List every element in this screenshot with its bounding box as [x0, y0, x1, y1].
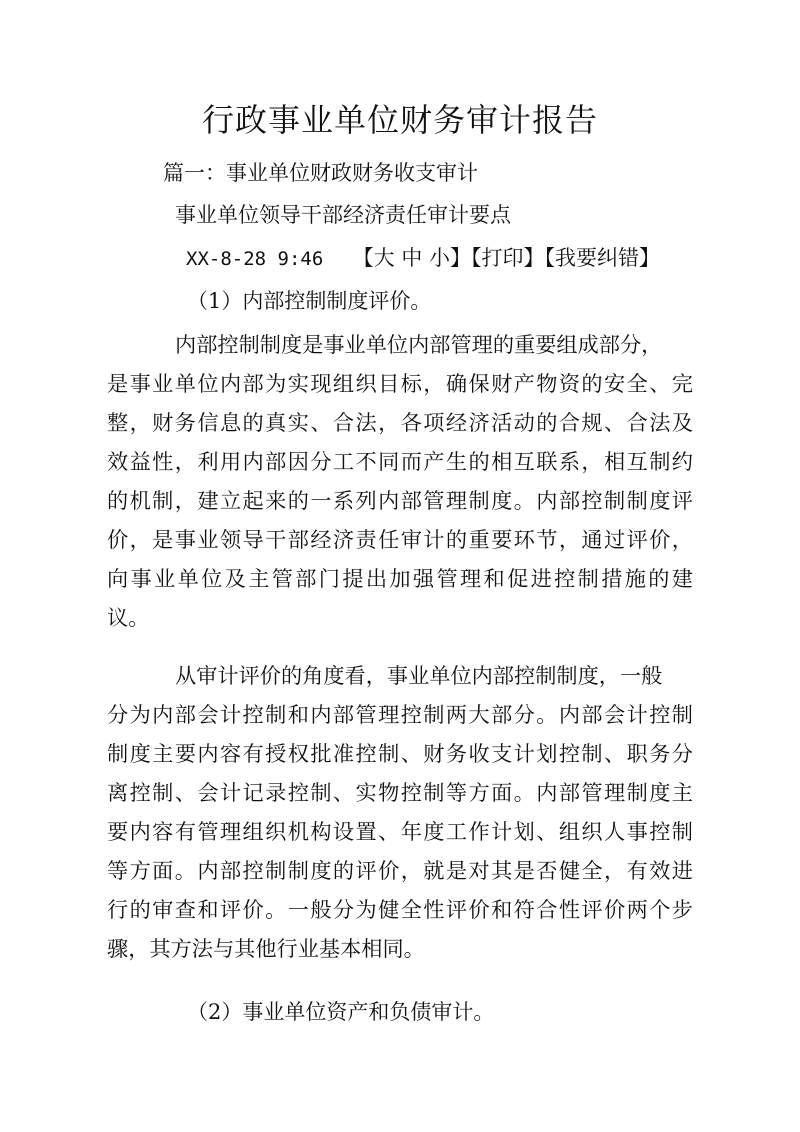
paragraph-line: 离控制、会计记录控制、实物控制等方面。内部管理制度主 — [107, 780, 693, 805]
item1-heading: （1）内部控制制度评价。 — [187, 289, 432, 313]
paragraph-line: 制度主要内容有授权批准控制、财务收支计划控制、职务分 — [107, 741, 693, 766]
paragraph-line: 分为内部会计控制和内部管理控制两大部分。内部会计控制 — [107, 702, 693, 727]
print-link[interactable]: 【打印】 — [471, 246, 545, 270]
paragraph-line: 议。 — [107, 605, 150, 630]
paragraph-line: 内部控制制度是事业单位内部管理的重要组成部分， — [175, 332, 663, 357]
font-size-controls[interactable]: 【大 中 小】 — [352, 246, 472, 270]
paragraph-line: 等方面。内部控制制度的评价，就是对其是否健全，有效进 — [107, 858, 693, 883]
paragraph-line: 骤，其方法与其他行业基本相同。 — [107, 936, 425, 961]
subtitle: 事业单位领导干部经济责任审计要点 — [175, 203, 511, 227]
paragraph-2 — [107, 656, 693, 968]
item2-heading: （2）事业单位资产和负债审计。 — [187, 1000, 495, 1024]
paragraph-line: 整，财务信息的真实、合法，各项经济活动的合规、合法及 — [107, 410, 693, 435]
paragraph-line: 效益性，利用内部因分工不同而产生的相互联系，相互制约 — [107, 449, 693, 474]
paragraph-line: 是事业单位内部为实现组织目标，确保财产物资的安全、完 — [107, 371, 693, 396]
paragraph-line: 从审计评价的角度看，事业单位内部控制制度，一般 — [175, 663, 663, 688]
paragraph-line: 价，是事业领导干部经济责任审计的重要环节，通过评价， — [107, 527, 693, 552]
paragraph-line: 要内容有管理组织机构设置、年度工作计划、组织人事控制 — [107, 819, 693, 844]
paragraph-line: 行的审查和评价。一般分为健全性评价和符合性评价两个步 — [107, 897, 693, 922]
paragraph-line: 的机制，建立起来的一系列内部管理制度。内部控制制度评 — [107, 488, 693, 513]
section-heading: 篇一：事业单位财政财务收支审计 — [163, 161, 478, 185]
meta-line — [186, 243, 660, 274]
document-title: 行政事业单位财务审计报告 — [201, 101, 598, 139]
paragraph-line: 向事业单位及主管部门提出加强管理和促进控制措施的建 — [107, 566, 693, 591]
report-error-link[interactable]: 【我要纠错】 — [544, 246, 661, 270]
date-line: XX-8-28 9:46 — [186, 248, 324, 270]
paragraph-1 — [107, 325, 693, 637]
